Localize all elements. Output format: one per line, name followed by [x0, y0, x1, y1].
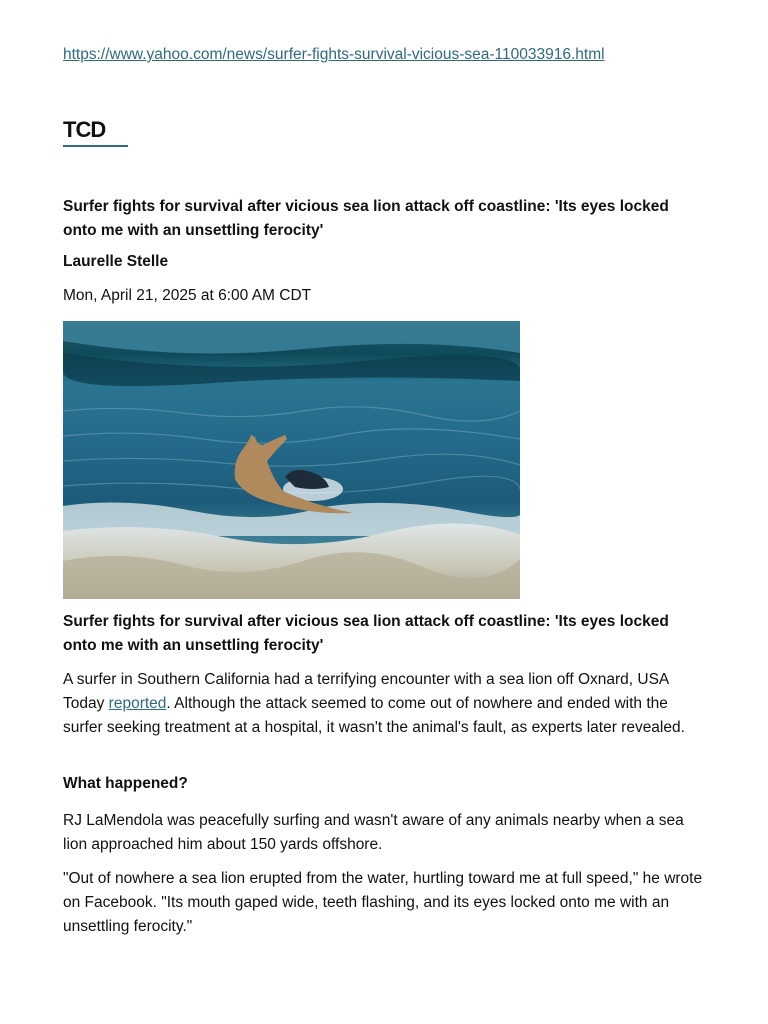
caption-headline: Surfer fights for survival after vicious sea lion attack off coastline: 'Its eyes locked onto me with an unsettling ferocity'	[63, 613, 669, 654]
paragraph-intro	[63, 668, 708, 740]
article-date: Mon, April 21, 2025 at 6:00 AM CDT	[63, 287, 312, 304]
section-heading-what-happened: What happened?	[63, 775, 188, 792]
source-url-link[interactable]: https://www.yahoo.com/news/surfer-fights-survival-vicious-sea-110033916.html	[63, 46, 605, 63]
logo-underline	[63, 145, 128, 147]
article-author: Laurelle Stelle	[63, 253, 169, 270]
reported-link[interactable]: reported	[108, 695, 167, 712]
paragraph-quote: "Out of nowhere a sea lion erupted from the water, hurtling toward me at full speed," he wrote on Facebook. "Its mouth gaped wide, teeth flashing, and its eyes locked onto me with an unsettling ferocity."	[63, 870, 703, 935]
paragraph-surfer-approach: RJ LaMendola was peacefully surfing and wasn't aware of any animals nearby when a sea lion approached him about 150 yards offshore.	[63, 812, 684, 853]
logo-text: TCD	[63, 118, 106, 142]
tcd-logo-mark	[63, 118, 129, 142]
tcd-logo	[63, 118, 129, 148]
sea-lion-photo	[63, 321, 520, 599]
paragraph-intro-text-before: A surfer in Southern California had a terrifying encounter with a sea lion off Oxnard, USA Today	[63, 671, 669, 712]
article-headline: Surfer fights for survival after vicious sea lion attack off coastline: 'Its eyes locked onto me with an unsettling ferocity'	[63, 198, 669, 239]
paragraph-intro-text-after: . Although the attack seemed to come out of nowhere and ended with the surfer seeking treatment at a hospital, it wasn't the animal's fault, as experts later revealed.	[63, 695, 685, 736]
